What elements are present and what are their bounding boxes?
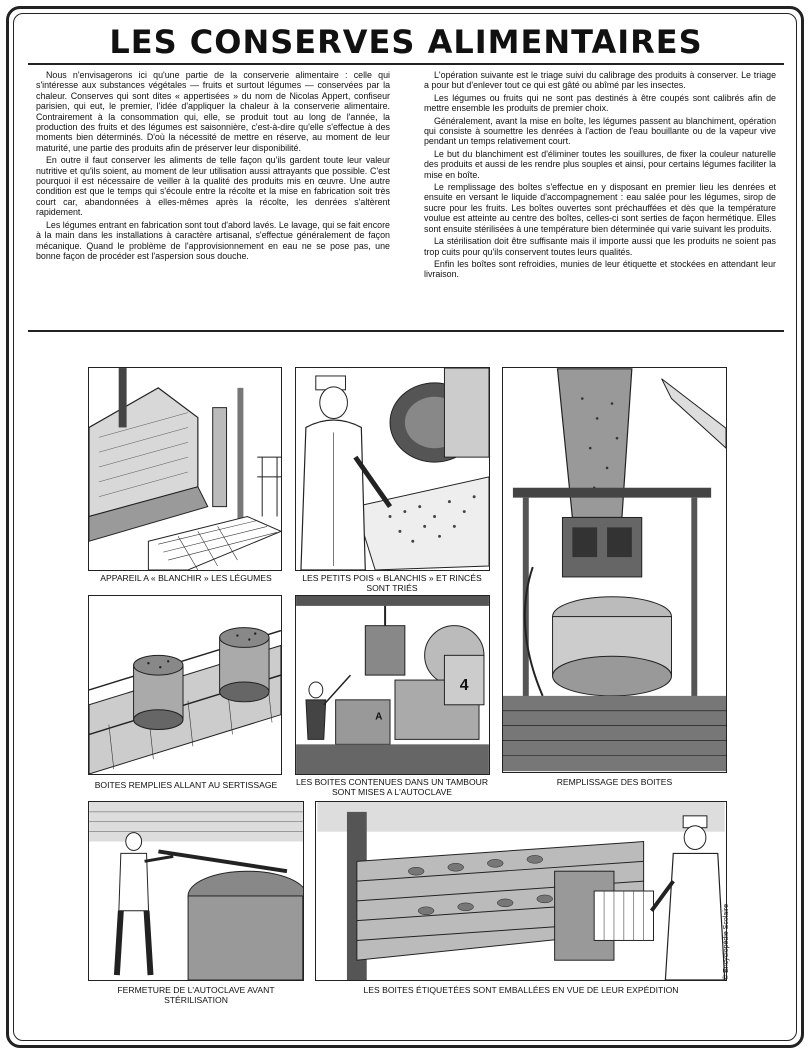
illustration-labelled-cans-packing: [315, 801, 727, 981]
paragraph: Le but du blanchiment est d'éliminer toutes les souillures, de fixer la couleur naturelle des produits et aussi de les rendre plus souples et ainsi, pour certains légumes faciliter la mise en boîte.: [424, 148, 776, 180]
section-divider: [28, 330, 784, 332]
text-column-left: [36, 70, 390, 263]
copyright-notice: © Encyclopédie Scolaire: [723, 904, 730, 980]
paragraph: Les légumes ou fruits qui ne sont pas destinés à être coupés sont calibrés afin de mettre ensemble les produits de premier choix.: [424, 92, 776, 114]
caption-labelled-cans-packing: LES BOITES ÉTIQUETÉES SONT EMBALLÉES EN VUE DE LEUR EXPÉDITION: [363, 985, 679, 995]
text-column-right: [424, 70, 776, 282]
title-divider: [28, 63, 784, 65]
page-title: LES CONSERVES ALIMENTAIRES: [109, 23, 703, 61]
autoclave-closing-drawing: [89, 802, 303, 980]
autoclave-drums-drawing: [296, 596, 489, 774]
paragraph: Le remplissage des boîtes s'effectue en y disposant en premier lieu les denrées et ensuite en versant le liquide d'accompagnement : eau salée pour les légumes, sirop de sucre pour les fruits. Les boîtes ouvertes sont préchauffées et dès que la température voulue est atteinte au centre des boîtes, celles-ci sont serties de façon hermétique. Elles sont ensuite stérilisées à une température bien déterminée qui varie suivant les produits.: [424, 182, 776, 234]
drum-letter-label: A: [375, 711, 383, 723]
sorting-peas-drawing: [296, 368, 489, 570]
illustration-autoclave-drums: [295, 595, 490, 775]
illustration-autoclave-closing: [88, 801, 304, 981]
illustration-can-filling: [502, 367, 727, 773]
blanching-machine-drawing: [89, 368, 281, 570]
caption-blanching-machine: APPAREIL A « BLANCHIR » LES LÉGUMES: [100, 573, 272, 583]
can-filling-drawing: [503, 368, 726, 772]
paragraph: Enfin les boîtes sont refroidies, munies de leur étiquette et stockées en attendant leur livraison.: [424, 258, 776, 280]
caption-can-filling: REMPLISSAGE DES BOITES: [556, 777, 673, 787]
paragraph: Nous n'envisagerons ici qu'une partie de la conserverie alimentaire : celle qui s'intéresse aux substances végétales — fruits et surtout légumes — conservées par la chaleur. Conserves qui sont dites « appertisées » du nom de Nicolas Appert, confiseur parisien, qui eut, le premier, l'idée d'appliquer la chaleur à la conserverie alimentaire. Contrairement à la consommation qui, elle, se produit tout au long de l'année, la production des fruits et des légumes est saisonnière, c'est-à-dire qu'elle s'effectue à des moments bien déterminés. D'où la nécessité de mettre en réserve, au moment de leur maturité, une partie des produits afin de préserver leur disponibilité.: [36, 70, 390, 153]
caption-autoclave-closing: FERMETURE DE L'AUTOCLAVE AVANT STÉRILISATION: [117, 985, 275, 1005]
paragraph: Généralement, avant la mise en boîte, les légumes passent au blanchiment, opération qui consiste à soumettre les denrées à l'action de l'eau bouillante ou de la vapeur vive pendant un temps relativement court.: [424, 115, 776, 147]
caption-sorting-peas: LES PETITS POIS « BLANCHIS » ET RINCÉS SONT TRIÉS: [302, 573, 482, 593]
caption-cans-conveyor: BOITES REMPLIES ALLANT AU SERTISSAGE: [94, 780, 278, 790]
illustration-sorting-peas: [295, 367, 490, 571]
paragraph: Les légumes entrant en fabrication sont tout d'abord lavés. Le lavage, qui se fait encore à la main dans les installations à caractère artisanal, s'effectue généralement de façon mécanique. Quand le problème de l'approvisionnement en eau ne se pose pas, une bonne façon de procéder est l'aspersion sous douche.: [36, 219, 390, 261]
labelled-cans-packing-drawing: [316, 802, 726, 980]
paragraph: En outre il faut conserver les aliments de telle façon qu'ils gardent toute leur valeur nutritive et qu'ils soient, au moment de leur utilisation aussi attrayants que possible. C'est pourquoi il est nécessaire de veiller à la qualité des produits mis en œuvre. Une autre condition est que le temps qui s'écoule entre la récolte et la mise en fabrication soit très court car, abandonnées à elles-mêmes après la récolte, les denrées s'altèrent rapidement.: [36, 155, 390, 218]
paragraph: La stérilisation doit être suffisante mais il importe aussi que les produits ne soient pas trop cuits pour qu'ils conservent toutes leurs qualités.: [424, 236, 776, 257]
cans-conveyor-drawing: [89, 596, 281, 774]
paragraph: L'opération suivante est le triage suivi du calibrage des produits à conserver. Le triage a pour but d'enlever tout ce qui est gâté ou abîmé par les insectes.: [424, 70, 776, 91]
illustration-blanching-machine: [88, 367, 282, 571]
caption-autoclave-drums: LES BOITES CONTENUES DANS UN TAMBOUR SONT MISES A L'AUTOCLAVE: [295, 777, 489, 797]
drum-number-label: 4: [459, 676, 469, 694]
illustration-cans-conveyor: [88, 595, 282, 775]
